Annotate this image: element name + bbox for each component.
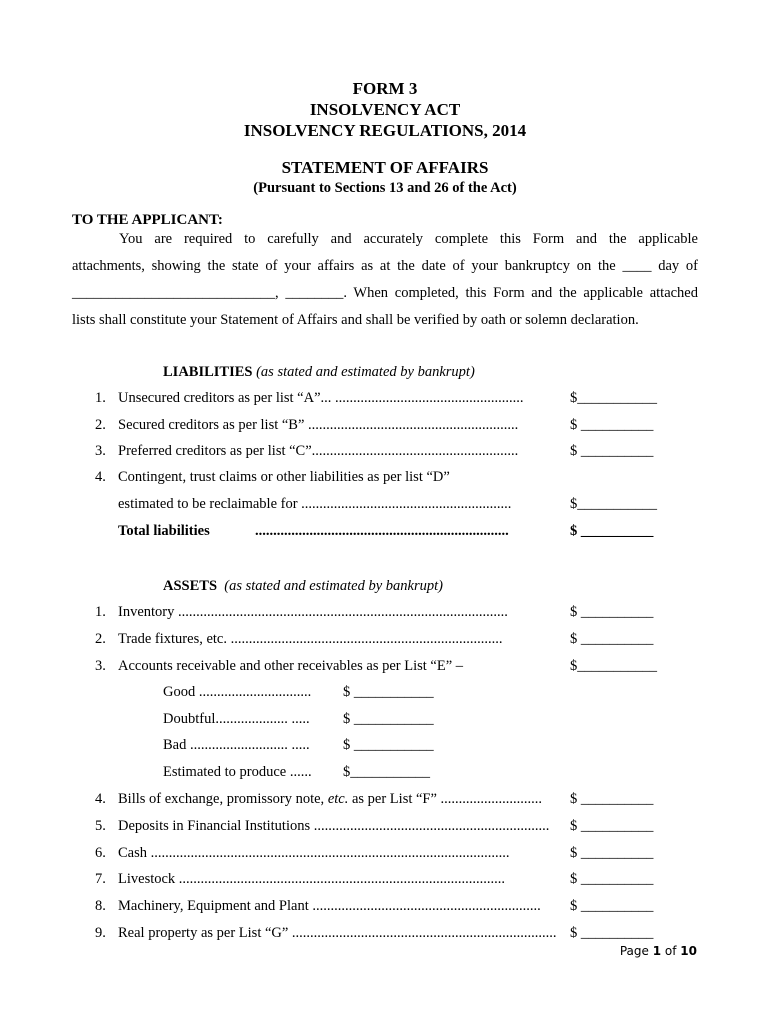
assets-heading: [163, 578, 443, 595]
row-label: [118, 791, 562, 808]
amount-field[interactable]: $ __________: [570, 818, 654, 834]
receivable-amount[interactable]: $ ___________: [343, 737, 434, 753]
assets-heading-label: ASSETS: [163, 578, 218, 594]
row-number: 2.: [95, 417, 106, 433]
liabilities-heading-label: LIABILITIES: [163, 364, 253, 380]
amount-field[interactable]: $ __________: [570, 443, 654, 459]
row-label: Inventory ...........................................................................................: [118, 604, 508, 620]
row-number: 4.: [95, 791, 106, 807]
liabilities-heading: [163, 364, 475, 381]
row-label-emphasis: etc.: [327, 791, 349, 807]
row-label: Secured creditors as per list “B” ..........................................................: [118, 417, 519, 433]
liability-row: [0, 469, 770, 491]
row-label-part: Bills of exchange, promissory note,: [118, 791, 328, 807]
liability-row: [0, 417, 770, 439]
amount-field[interactable]: $ __________: [570, 417, 654, 433]
receivable-label: Doubtful.................... .....: [163, 711, 310, 727]
row-number: 4.: [95, 469, 106, 485]
act-title: INSOLVENCY ACT: [309, 100, 461, 119]
receivable-amount[interactable]: $ ___________: [343, 711, 434, 727]
row-label-part: as per List “F” ............................: [348, 791, 543, 807]
row-number: 1.: [95, 604, 106, 620]
amount-field[interactable]: $ __________: [570, 871, 654, 887]
page-indicator: [620, 944, 697, 958]
asset-row: [0, 631, 770, 653]
total-liabilities-amount[interactable]: $ __________: [570, 523, 654, 539]
row-label: Livestock ..........................................................................................: [118, 871, 506, 887]
liability-row: [0, 496, 770, 518]
amount-field[interactable]: $ __________: [570, 925, 654, 941]
asset-row: [0, 845, 770, 867]
row-number: 1.: [95, 390, 106, 406]
asset-row: [0, 898, 770, 920]
row-label: Real property as per List “G” .........................................................................: [118, 925, 557, 941]
page-word: Page: [619, 944, 649, 958]
row-label: Unsecured creditors as per list “A”... ....................................................: [118, 390, 524, 406]
of-word: of: [664, 944, 677, 958]
row-label: Cash ...................................................................................................: [118, 845, 510, 861]
intro-paragraph: [72, 226, 698, 334]
receivable-row: [0, 737, 770, 759]
form-number: FORM 3: [352, 79, 418, 98]
row-label: Deposits in Financial Institutions .................................................................: [118, 818, 550, 834]
row-number: 9.: [95, 925, 106, 941]
total-pages-number: 10: [680, 944, 697, 958]
row-label: estimated to be reclaimable for ..........................................................: [118, 496, 512, 512]
receivable-amount[interactable]: $___________: [343, 764, 430, 780]
amount-field[interactable]: $ __________: [570, 898, 654, 914]
intro-heading: TO THE APPLICANT:: [72, 212, 223, 228]
intro-line-3: ____________________________, ________. When completed, this Form and the applicable attached: [72, 285, 698, 301]
row-label: Machinery, Equipment and Plant ...............................................................: [118, 898, 541, 914]
total-liabilities-leader: ......................................................................: [255, 523, 509, 539]
row-number: 5.: [95, 818, 106, 834]
row-number: 7.: [95, 871, 106, 887]
receivable-row: [0, 684, 770, 706]
asset-row: [0, 871, 770, 893]
asset-row: [0, 604, 770, 626]
liability-row: [0, 443, 770, 465]
liability-row: [0, 390, 770, 412]
document-title: STATEMENT OF AFFAIRS: [281, 158, 489, 177]
receivable-label: Good ...............................: [163, 684, 312, 700]
total-liabilities-label: Total liabilities: [118, 523, 210, 539]
intro-line-2: attachments, showing the state of your affairs as at the date of your bankruptcy on the ____ day of: [72, 258, 698, 274]
row-label: Accounts receivable and other receivables as per List “E” –: [118, 658, 464, 674]
row-number: 3.: [95, 443, 106, 459]
amount-field[interactable]: $___________: [570, 496, 657, 512]
current-page-number: 1: [652, 944, 662, 958]
amount-field[interactable]: $___________: [570, 390, 657, 406]
receivable-label: Estimated to produce ......: [163, 764, 312, 780]
receivable-row: [0, 711, 770, 733]
receivable-row: [0, 764, 770, 786]
document-subtitle: (Pursuant to Sections 13 and 26 of the Act): [253, 180, 517, 196]
asset-row: [0, 658, 770, 680]
amount-field[interactable]: $ __________: [570, 845, 654, 861]
row-label: Trade fixtures, etc. ...........................................................................: [118, 631, 503, 647]
amount-field[interactable]: $___________: [570, 658, 657, 674]
intro-line-4: lists shall constitute your Statement of Affairs and shall be verified by oath or solemn declaration.: [72, 312, 639, 328]
assets-heading-note: (as stated and estimated by bankrupt): [224, 578, 443, 594]
row-number: 2.: [95, 631, 106, 647]
amount-field[interactable]: $ __________: [570, 631, 654, 647]
amount-field[interactable]: $ __________: [570, 604, 654, 620]
intro-line-1: You are required to carefully and accurately complete this Form and the applicable: [119, 231, 698, 247]
liabilities-heading-note: (as stated and estimated by bankrupt): [256, 364, 475, 380]
row-label: Contingent, trust claims or other liabilities as per list “D”: [118, 469, 450, 485]
row-label: Preferred creditors as per list “C”.........................................................: [118, 443, 519, 459]
asset-row: [0, 791, 770, 813]
amount-field[interactable]: $ __________: [570, 791, 654, 807]
regulations-title: INSOLVENCY REGULATIONS, 2014: [243, 121, 527, 140]
receivable-amount[interactable]: $ ___________: [343, 684, 434, 700]
row-number: 3.: [95, 658, 106, 674]
receivable-label: Bad ........................... .....: [163, 737, 310, 753]
row-number: 6.: [95, 845, 106, 861]
asset-row: [0, 818, 770, 840]
row-number: 8.: [95, 898, 106, 914]
total-liabilities-row: [0, 523, 770, 545]
